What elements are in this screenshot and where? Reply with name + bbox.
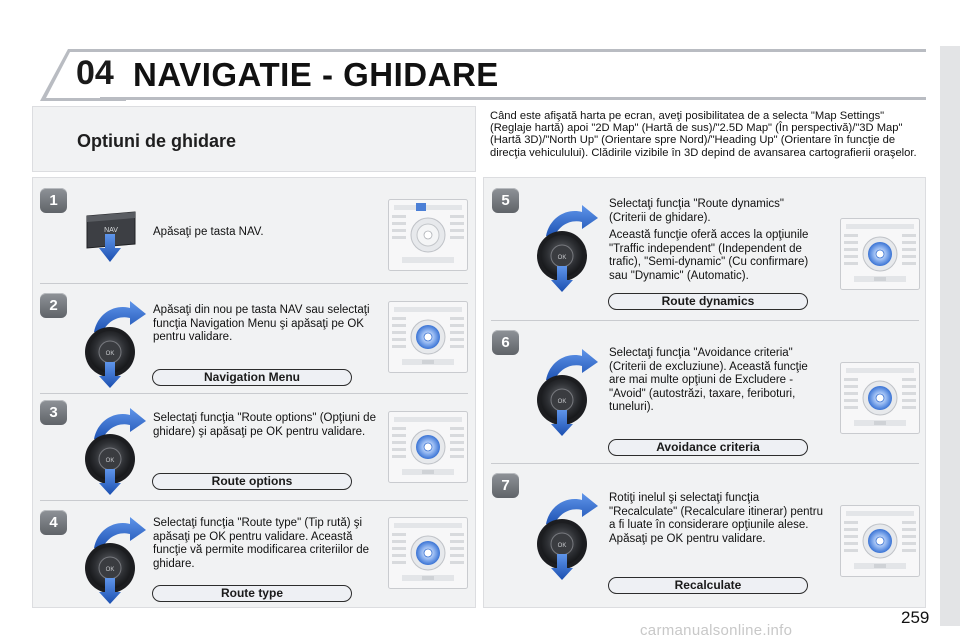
- menu-label-navigation-menu: Navigation Menu: [152, 369, 352, 386]
- menu-label-avoidance-criteria: Avoidance criteria: [608, 439, 808, 456]
- page-title: NAVIGATIE - GHIDARE: [133, 56, 499, 93]
- step-divider: [491, 463, 919, 464]
- step-7-text: Rotiţi inelul şi selectaţi funcţia "Recalculate" (Recalculare itinerar) pentru a fi luate în considerare opţiunile alese. Apăsaţi pe OK pentru validare.: [609, 492, 823, 545]
- head-unit-icon: [388, 301, 468, 373]
- section-title: Optiuni de ghidare: [77, 131, 237, 151]
- step-divider: [491, 320, 919, 321]
- step-1-text: Apăsaţi pe tasta NAV.: [153, 226, 264, 238]
- rotary-knob-icon: [80, 508, 150, 604]
- intro-text: Când este afişată harta pe ecran, aveţi posibilitatea de a selecta "Map Settings" (Reglaje hartă) apoi "2D Map" (Hartă de sus)/"2.5D Map" (În perspectivă)/"3D Map" (Hartă 3D)/"North Up" (Orientare spre Nord)/"Heading Up" (Orientare în funcţie de direcţia vehiculului). Clădirile vizibile în 3D depind de avansarea cartografierii oraşelor.: [490, 110, 917, 159]
- rotary-knob-icon: [532, 196, 602, 292]
- head-unit-icon: [840, 362, 920, 434]
- step-2-badge: 2: [40, 293, 67, 318]
- step-6-badge: 6: [492, 330, 519, 355]
- page-side-bar: [940, 46, 960, 626]
- step-divider: [40, 393, 468, 394]
- nav-key-icon: [83, 210, 139, 262]
- header-rule-top: [100, 49, 926, 52]
- head-unit-icon: [388, 199, 468, 271]
- menu-label-route-type: Route type: [152, 585, 352, 602]
- step-divider: [40, 500, 468, 501]
- head-unit-icon: [388, 411, 468, 483]
- step-2-text: Apăsaţi din nou pe tasta NAV sau selectaţi funcţia Navigation Menu şi apăsaţi pe OK pentru validare.: [153, 304, 370, 343]
- menu-label-route-options: Route options: [152, 473, 352, 490]
- page-number: 259: [901, 608, 930, 627]
- step-7-badge: 7: [492, 473, 519, 498]
- rotary-knob-icon: [532, 340, 602, 436]
- header-rule-bottom: [100, 97, 926, 100]
- head-unit-icon: [840, 505, 920, 577]
- menu-label-recalculate: Recalculate: [608, 577, 808, 594]
- chapter-number: 04: [76, 54, 114, 92]
- menu-label-route-dynamics: Route dynamics: [608, 293, 808, 310]
- step-5-text: Selectaţi funcţia "Route dynamics" (Criterii de ghidare). Această funcţie oferă acces la opţiunile "Traffic independent" (Independent de trafic), "Semi-dynamic" (Cu confirmare) sau "Dynamic" (Automatic).: [609, 198, 809, 282]
- watermark: carmanualsonline.info: [640, 622, 793, 639]
- step-3-badge: 3: [40, 400, 67, 425]
- step-1-badge: 1: [40, 188, 67, 213]
- nav-key-label: NAV: [104, 227, 118, 234]
- rotary-knob-icon: [532, 484, 602, 580]
- head-unit-icon: [840, 218, 920, 290]
- step-divider: [40, 283, 468, 284]
- step-5-badge: 5: [492, 188, 519, 213]
- rotary-knob-icon: [80, 292, 150, 388]
- step-6-text: Selectaţi funcţia "Avoidance criteria" (Criterii de excluziune). Această funcţie are mai multe opţiuni de Excludere - "Avoid" (autostrăzi, taxare, feriboturi, tuneluri).: [609, 347, 808, 413]
- step-4-text: Selectaţi funcţia "Route type" (Tip rută) şi apăsaţi pe OK pentru validare. Această funcţie vă permite modificarea criteriilor de ghidare.: [153, 517, 370, 570]
- head-unit-icon: [388, 517, 468, 589]
- rotary-knob-icon: [80, 399, 150, 495]
- step-4-badge: 4: [40, 510, 67, 535]
- step-3-text: Selectaţi funcţia "Route options" (Opţiuni de ghidare) şi apăsaţi pe OK pentru validare.: [153, 412, 376, 438]
